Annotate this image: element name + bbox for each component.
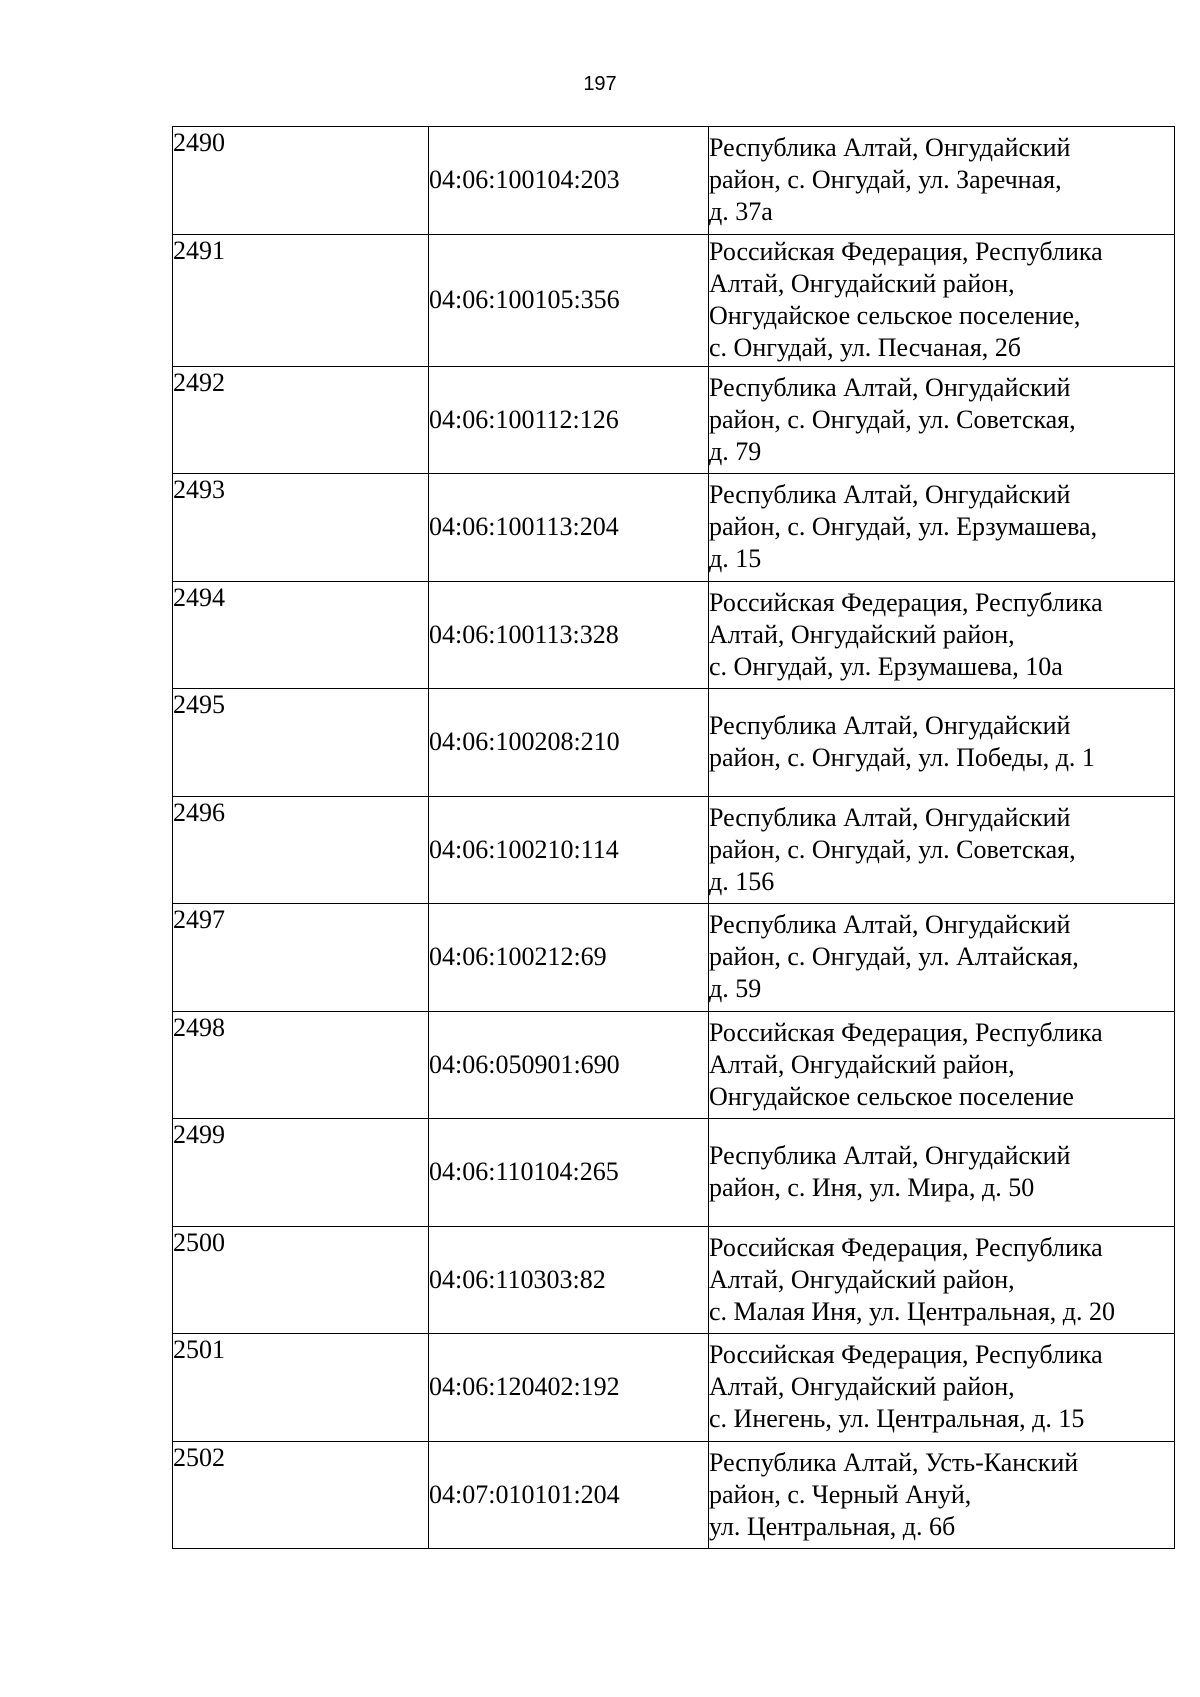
address-line: д. 79	[709, 436, 762, 466]
row-number: 2493	[173, 474, 429, 582]
address-cell	[709, 796, 1175, 904]
cadastral-number: 04:06:110303:82	[429, 1226, 709, 1334]
address-line: Республика Алтай, Онгудайский	[709, 711, 1071, 741]
cadastral-number: 04:07:010101:204	[429, 1441, 709, 1549]
address-line: Алтай, Онгудайский район,	[709, 619, 1015, 649]
cadastral-number: 04:06:100105:356	[429, 234, 709, 366]
address-cell	[709, 127, 1175, 235]
address-line: д. 15	[709, 544, 762, 574]
address-cell	[709, 1119, 1175, 1227]
address-line: район, с. Онгудай, ул. Советская,	[709, 404, 1076, 434]
address-line: Республика Алтай, Онгудайский	[709, 133, 1071, 163]
row-number: 2501	[173, 1334, 429, 1442]
address-line: Российская Федерация, Республика	[709, 1017, 1103, 1047]
address-line: с. Инегень, ул. Центральная, д. 15	[709, 1404, 1085, 1434]
page-number: 197	[583, 73, 617, 95]
address-line: Российская Федерация, Республика	[709, 237, 1103, 266]
address-line: Российская Федерация, Республика	[709, 587, 1103, 617]
address-line: район, с. Онгудай, ул. Советская,	[709, 834, 1076, 864]
table-row	[173, 689, 1175, 797]
address-cell	[709, 1334, 1175, 1442]
address-line: Республика Алтай, Онгудайский	[709, 480, 1071, 510]
row-number: 2500	[173, 1226, 429, 1334]
address-cell	[709, 1011, 1175, 1119]
address-line: д. 59	[709, 974, 762, 1004]
row-number: 2495	[173, 689, 429, 797]
address-line: Алтай, Онгудайский район,	[709, 1049, 1015, 1079]
address-line: Алтай, Онгудайский район,	[709, 1372, 1015, 1402]
address-cell	[709, 474, 1175, 582]
address-line: ул. Центральная, д. 6б	[709, 1511, 956, 1541]
address-line: Республика Алтай, Онгудайский	[709, 1141, 1071, 1171]
address-line: Республика Алтай, Усть-Канский	[709, 1447, 1079, 1477]
address-cell	[709, 234, 1175, 366]
cadastral-number: 04:06:100208:210	[429, 689, 709, 797]
table-row	[173, 1119, 1175, 1227]
row-number: 2496	[173, 796, 429, 904]
row-number: 2497	[173, 904, 429, 1012]
address-line: д. 37а	[709, 197, 773, 227]
address-line: Онгудайское сельское поселение	[709, 1081, 1074, 1111]
address-line: район, с. Иня, ул. Мира, д. 50	[709, 1173, 1035, 1203]
address-line: Российская Федерация, Республика	[709, 1232, 1103, 1262]
cadastral-number: 04:06:110104:265	[429, 1119, 709, 1227]
address-cell	[709, 366, 1175, 474]
address-line: Республика Алтай, Онгудайский	[709, 910, 1071, 940]
row-number: 2491	[173, 234, 429, 366]
cadastral-number: 04:06:100212:69	[429, 904, 709, 1012]
address-line: район, с. Онгудай, ул. Ерзумашева,	[709, 512, 1098, 542]
address-line: Онгудайское сельское поселение,	[709, 301, 1081, 330]
address-line: с. Малая Иня, ул. Центральная, д. 20	[709, 1296, 1116, 1326]
cadastral-number: 04:06:100210:114	[429, 796, 709, 904]
table-row	[173, 474, 1175, 582]
table-row	[173, 1334, 1175, 1442]
address-cell	[709, 1441, 1175, 1549]
table-row	[173, 1226, 1175, 1334]
table-row	[173, 366, 1175, 474]
row-number: 2492	[173, 366, 429, 474]
address-line: Алтай, Онгудайский район,	[709, 269, 1015, 298]
address-cell	[709, 689, 1175, 797]
cadastral-number: 04:06:120402:192	[429, 1334, 709, 1442]
row-number: 2502	[173, 1441, 429, 1549]
row-number: 2498	[173, 1011, 429, 1119]
address-line: с. Онгудай, ул. Ерзумашева, 10а	[709, 651, 1063, 681]
address-line: Российская Федерация, Республика	[709, 1340, 1103, 1370]
address-line: район, с. Онгудай, ул. Заречная,	[709, 165, 1062, 195]
cadastral-number: 04:06:100113:204	[429, 474, 709, 582]
table-row	[173, 581, 1175, 689]
table-row	[173, 904, 1175, 1012]
address-line: Алтай, Онгудайский район,	[709, 1264, 1015, 1294]
address-line: Республика Алтай, Онгудайский	[709, 372, 1071, 402]
address-line: д. 156	[709, 866, 775, 896]
row-number: 2490	[173, 127, 429, 235]
table-row	[173, 1441, 1175, 1549]
cadastral-number: 04:06:100113:328	[429, 581, 709, 689]
table-row	[173, 796, 1175, 904]
table-row	[173, 234, 1175, 366]
address-cell	[709, 904, 1175, 1012]
cadastral-number: 04:06:050901:690	[429, 1011, 709, 1119]
address-line: Республика Алтай, Онгудайский	[709, 802, 1071, 832]
cadastral-number: 04:06:100104:203	[429, 127, 709, 235]
cadastral-number: 04:06:100112:126	[429, 366, 709, 474]
row-number: 2494	[173, 581, 429, 689]
address-line: с. Онгудай, ул. Песчаная, 2б	[709, 333, 1022, 362]
row-number: 2499	[173, 1119, 429, 1227]
address-cell	[709, 581, 1175, 689]
property-table	[172, 126, 1175, 1549]
address-cell	[709, 1226, 1175, 1334]
table-row	[173, 127, 1175, 235]
address-line: район, с. Черный Ануй,	[709, 1479, 972, 1509]
address-line: район, с. Онгудай, ул. Алтайская,	[709, 942, 1079, 972]
table-row	[173, 1011, 1175, 1119]
address-line: район, с. Онгудай, ул. Победы, д. 1	[709, 743, 1095, 773]
